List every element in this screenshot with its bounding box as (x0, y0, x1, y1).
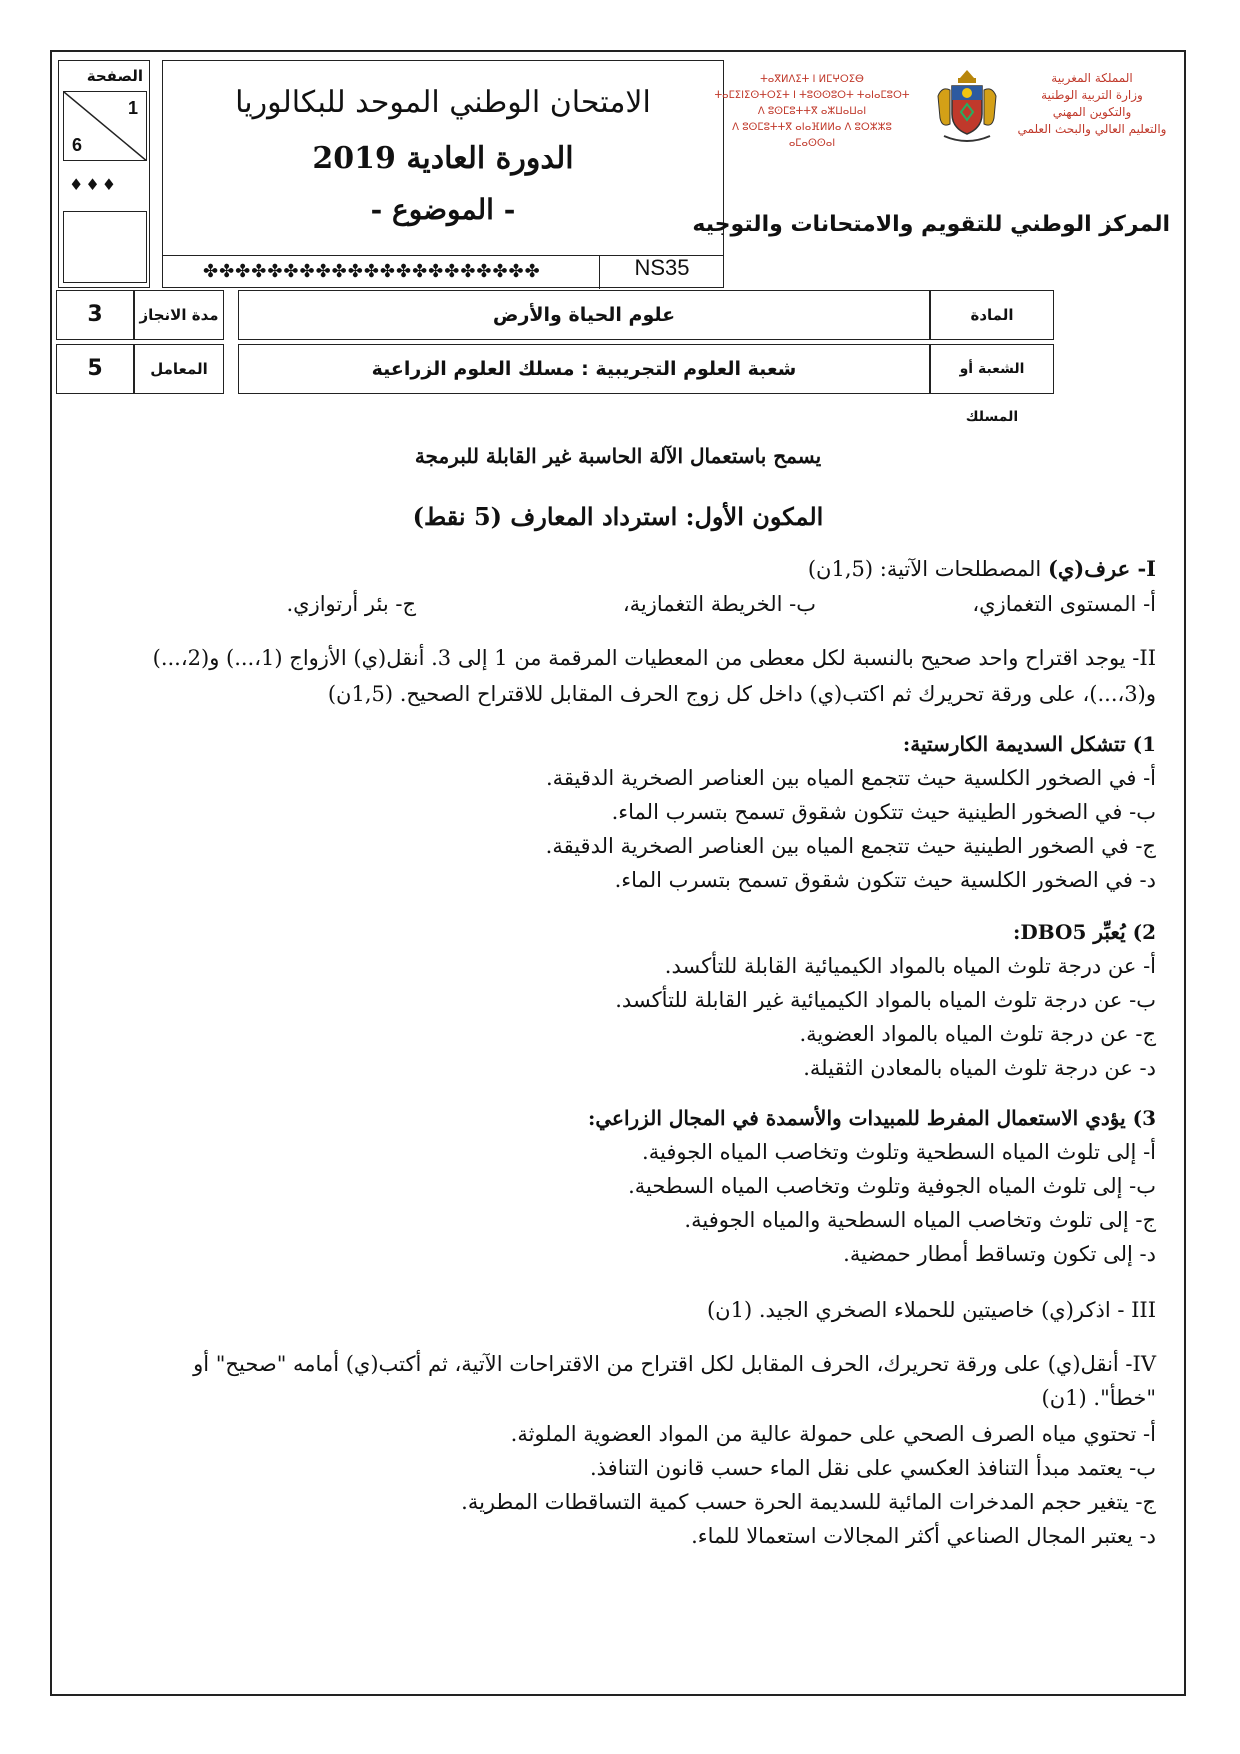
coef-label: المعامل (134, 344, 224, 394)
term-a: أ- المستوى التغمازي، (972, 592, 1156, 616)
item-1-option-c: ج- في الصخور الطينية حيث تتجمع المياه بين العناصر الصخرية الدقيقة. (545, 834, 1156, 858)
page-number-diagonal (63, 91, 147, 161)
question-1: I- عرف(ي) المصطلحات الآتية: (1,5ن) (807, 556, 1156, 581)
item-3-option-d: د- إلى تكون وتساقط أمطار حمضية. (843, 1242, 1156, 1266)
item-3-title: 3) يؤدي الاستعمال المفرط للمبيدات والأسمدة في المجال الزراعي: (587, 1106, 1156, 1130)
item-2-title: 2) يُعبِّر DBO5: (1013, 920, 1156, 944)
duration-value: 3 (56, 290, 134, 340)
exam-title-box (162, 60, 724, 288)
item-2-option-c: ج- عن درجة تلوث المياه بالمواد العضوية. (799, 1022, 1156, 1046)
item-2-option-b: ب- عن درجة تلوث المياه بالمواد الكيميائية غير القابلة للتأكسد. (615, 988, 1156, 1012)
item-3-option-a: أ- إلى تلوث المياه السطحية وتلوث وتخاصب المياه الجوفية. (642, 1140, 1156, 1164)
branch-name: شعبة العلوم التجريبية : مسلك العلوم الزراعية (238, 344, 930, 394)
item-2-option-d: د- عن درجة تلوث المياه بالمعادن الثقيلة. (803, 1056, 1156, 1080)
item-1-option-d: د- في الصخور الكلسية حيث تتكون شقوق تسمح بتسرب الماء. (614, 868, 1156, 892)
question-4-line-2: "خطأ". (1ن) (1041, 1386, 1156, 1410)
exam-title: الامتحان الوطني الموحد للبكالوريا (235, 85, 651, 120)
empty-box (63, 211, 147, 283)
page-label: الصفحة (86, 67, 143, 85)
branch-label: الشعبة أو المسلك (930, 344, 1054, 394)
ministry-name: المملكة المغربية وزارة التربية الوطنية والتكوين المهني والتعليم العالي والبحث العلمي (1017, 71, 1167, 136)
subject-kind: - الموضوع - (370, 193, 516, 226)
calculator-note: يسمح باستعمال الآلة الحاسبة غير القابلة للبرمجة (414, 444, 822, 468)
component-title: المكون الأول: استرداد المعارف (5 نقط) (412, 502, 824, 531)
exam-code: NS35 (599, 255, 724, 289)
coef-value: 5 (56, 344, 134, 394)
page-dots: ♦♦♦ (69, 175, 119, 194)
question-2-line-1: II- يوجد اقتراح واحد صحيح بالنسبة لكل معطى من المعطيات المرقمة من 1 إلى 3. أنقل(ي) الأزواج (1،...) و(2،...) (152, 646, 1156, 670)
item-3-option-c: ج- إلى تلوث وتخاصب المياه السطحية والمياه الجوفية. (684, 1208, 1156, 1232)
item-1-option-b: ب- في الصخور الطينية حيث تتكون شقوق تسمح بتسرب الماء. (611, 800, 1156, 824)
term-c: ج- بئر أرتوازي. (286, 592, 416, 616)
subject-name: علوم الحياة والأرض (238, 290, 930, 340)
subject-label: المادة (930, 290, 1054, 340)
duration-label: مدة الانجاز (134, 290, 224, 340)
item-2-option-a: أ- عن درجة تلوث المياه بالمواد الكيميائية القابلة للتأكسد. (664, 954, 1156, 978)
item-1-option-a: أ- في الصخور الكلسية حيث تتجمع المياه بين العناصر الصخرية الدقيقة. (546, 766, 1156, 790)
exam-header (52, 52, 1184, 425)
q4-option-b: ب- يعتمد مبدأ التنافذ العكسي على نقل الماء حسب قانون التنافذ. (589, 1456, 1156, 1480)
question-3: III - اذكر(ي) خاصيتين للحملاء الصخري الجيد. (1ن) (706, 1298, 1156, 1322)
coat-of-arms-icon (932, 66, 1002, 146)
tifinagh-ministry-name: ⵜⴰⴳⵍⴷⵉⵜ ⵏ ⵍⵎⵖⵔⵉⴱ ⵜⴰⵎⵉⵏⵉⵙⵜⵔⵉⵜ ⵏ ⵜⵓⵙⵙⵓⵔⵜ ⵜⴰⵏⴰⵎⵓⵔⵜ ⴷ ⵓⵙⵎⵓⵜⵜⴳ ⴰⵣⵡⴰⵡⴰⵏ ⴷ ⵓⵙⵎⵓⵜⵜⴳ ⴰⵏⴰⴼⵍⵍⴰ ⴷ ⵓⵔⵣⵣⵓ ⴰⵎⴰⵙⵙⴰⵏ (714, 74, 910, 149)
q4-option-d: د- يعتبر المجال الصناعي أكثر المجالات استعمالا للماء. (691, 1524, 1156, 1548)
exam-session: الدورة العادية 2019 (312, 141, 574, 176)
q4-option-c: ج- يتغير حجم المدخرات المائية للسديمة الحرة حسب كمية التساقطات المطرية. (461, 1490, 1156, 1514)
branch-row (52, 344, 1184, 425)
item-1-title: 1) تتشكل السديمة الكارستية: (902, 732, 1156, 756)
page-total: 6 (72, 135, 83, 155)
page-current: 1 (127, 98, 138, 118)
page-counter-box (58, 60, 150, 288)
evaluation-center-name: المركز الوطني للتقويم والامتحانات والتوجيه (692, 212, 1170, 237)
item-3-option-b: ب- إلى تلوث المياه الجوفية وتلوث وتخاصب المياه السطحية. (628, 1174, 1156, 1198)
q4-option-a: أ- تحتوي مياه الصرف الصحي على حمولة عالية من المواد العضوية الملوثة. (510, 1422, 1156, 1446)
question-4-line-1: IV- أنقل(ي) على ورقة تحريرك، الحرف المقابل لكل اقتراح من الاقتراحات الآتية، ثم أكتب(ي) أمامه "صحيح" أو (193, 1352, 1156, 1376)
term-b: ب- الخريطة التغمازية، (622, 592, 816, 616)
stars-row: ✤✤✤✤✤✤✤✤✤✤✤✤✤✤✤✤✤✤✤✤✤ (203, 261, 541, 282)
question-2-line-2: و(3،...)، على ورقة تحريرك ثم اكتب(ي) داخل كل زوج الحرف المقابل للاقتراح الصحيح. (1,5ن) (327, 682, 1156, 706)
subject-row (52, 290, 1184, 340)
